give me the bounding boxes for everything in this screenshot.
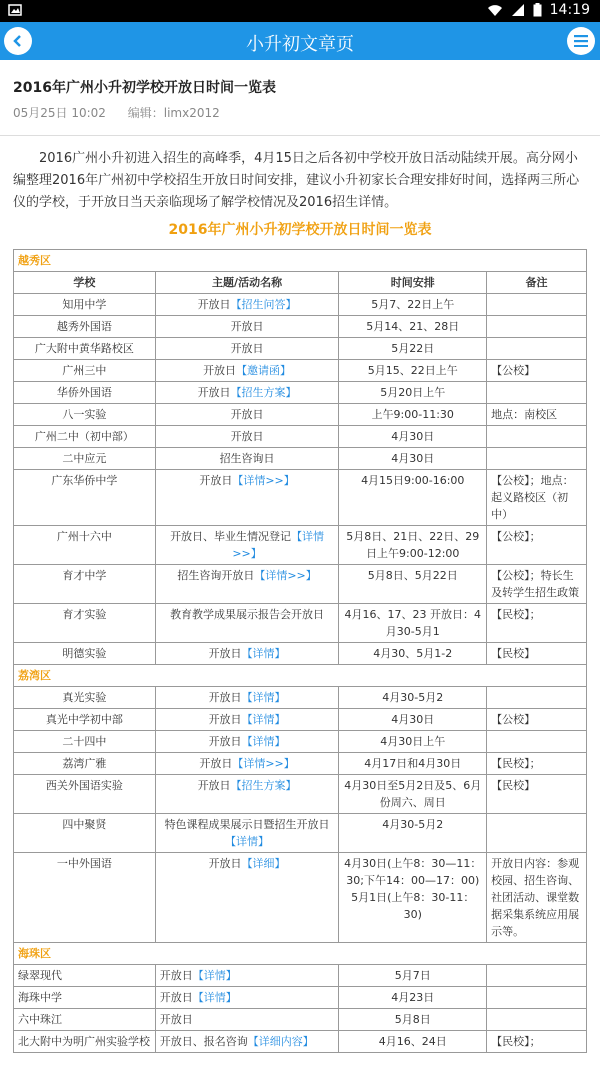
- district-heading: 越秀区: [14, 250, 587, 272]
- topic-text: 开放日、毕业生情况登记: [170, 530, 292, 543]
- school-cell: 四中聚贤: [14, 814, 156, 853]
- topic-text: 开放日: [230, 408, 264, 421]
- table-row: [14, 526, 587, 565]
- detail-link[interactable]: 【详情】: [225, 835, 270, 848]
- detail-link[interactable]: 【详情】: [241, 713, 286, 726]
- detail-link[interactable]: 【详情】: [192, 969, 237, 982]
- divider: [0, 135, 600, 136]
- district-heading: 荔湾区: [14, 665, 587, 687]
- detail-link[interactable]: 【详情】: [241, 735, 286, 748]
- topic-text: 招生咨询开放日: [177, 569, 255, 582]
- topic-cell: [155, 448, 339, 470]
- note-cell: 地点：南校区: [487, 404, 587, 426]
- article-meta: [13, 104, 238, 121]
- note-cell: [487, 814, 587, 853]
- time-cell: 4月30、5月1-2: [339, 643, 487, 665]
- school-cell: 真光实验: [14, 687, 156, 709]
- detail-link[interactable]: 【招生方案】: [230, 386, 297, 399]
- article-editor: 编辑：limx2012: [127, 106, 220, 120]
- note-cell: [487, 987, 587, 1009]
- time-cell: 5月7日: [339, 965, 487, 987]
- note-cell: [487, 382, 587, 404]
- topic-cell: [155, 360, 339, 382]
- table-row: [14, 965, 587, 987]
- detail-link[interactable]: 【邀请函】: [236, 364, 292, 377]
- topic-cell: [155, 775, 339, 814]
- time-cell: 4月15日9:00-16:00: [339, 470, 487, 526]
- table-row: [14, 382, 587, 404]
- detail-link[interactable]: 【招生问答】: [230, 298, 297, 311]
- topic-cell: [155, 687, 339, 709]
- table-title: 2016年广州小升初学校开放日时间一览表: [168, 222, 432, 238]
- schedule-table: [13, 249, 587, 1053]
- column-header: 备注: [487, 272, 587, 294]
- table-row: [14, 987, 587, 1009]
- time-cell: 4月30日(上午8：30—11：30;下午14：00—17：00) 5月1日(上午8：30-11：30): [339, 853, 487, 943]
- topic-cell: [155, 853, 339, 943]
- note-cell: [487, 426, 587, 448]
- note-cell: 【公校】；特长生及转学生招生政策: [487, 565, 587, 604]
- school-cell: 西关外国语实验: [14, 775, 156, 814]
- school-cell: 六中珠江: [14, 1009, 156, 1031]
- note-cell: [487, 1009, 587, 1031]
- table-row: [14, 360, 587, 382]
- topic-cell: [155, 404, 339, 426]
- school-cell: 一中外国语: [14, 853, 156, 943]
- school-cell: 二中应元: [14, 448, 156, 470]
- time-cell: 5月7、22日上午: [339, 294, 487, 316]
- school-cell: 广州二中（初中部）: [14, 426, 156, 448]
- topic-text: 特色课程成果展示日暨招生开放日: [164, 818, 330, 831]
- topic-text: 开放日: [208, 857, 242, 870]
- topic-text: 开放日: [230, 430, 264, 443]
- column-header: 学校: [14, 272, 156, 294]
- school-cell: 荔湾广雅: [14, 753, 156, 775]
- topic-cell: [155, 426, 339, 448]
- table-row: [14, 338, 587, 360]
- school-cell: 华侨外国语: [14, 382, 156, 404]
- topic-text: 开放日、报名咨询: [159, 1035, 248, 1048]
- topic-text: 招生咨询日: [219, 452, 275, 465]
- note-cell: 【公校】；: [487, 526, 587, 565]
- article-date: 05月25日 10:02: [13, 106, 106, 120]
- topic-cell: [155, 526, 339, 565]
- school-cell: 明德实验: [14, 643, 156, 665]
- status-time: 14:19: [549, 2, 590, 18]
- school-cell: 育才中学: [14, 565, 156, 604]
- topic-cell: [155, 643, 339, 665]
- time-cell: 5月20日上午: [339, 382, 487, 404]
- table-section-row: [14, 665, 587, 687]
- topic-cell: [155, 470, 339, 526]
- time-cell: 5月8日、21日、22日、29日上午9:00-12:00: [339, 526, 487, 565]
- note-cell: 【民校】: [487, 643, 587, 665]
- wifi-icon: [487, 3, 503, 17]
- menu-button[interactable]: [567, 27, 595, 55]
- topic-cell: [155, 565, 339, 604]
- table-row: [14, 853, 587, 943]
- note-cell: 开放日内容：参观校园、招生咨询、社团活动、课堂数据采集系统应用展示等。: [487, 853, 587, 943]
- table-row: [14, 604, 587, 643]
- note-cell: [487, 338, 587, 360]
- time-cell: 5月15、22日上午: [339, 360, 487, 382]
- detail-link[interactable]: 【详情】: [241, 647, 286, 660]
- topic-cell: [155, 1031, 339, 1053]
- topic-text: 开放日: [159, 969, 193, 982]
- note-cell: 【民校】: [487, 775, 587, 814]
- topic-text: 开放日: [203, 364, 237, 377]
- time-cell: 4月30-5月2: [339, 814, 487, 853]
- topic-text: 开放日: [159, 991, 193, 1004]
- table-row: [14, 814, 587, 853]
- note-cell: 【公校】: [487, 709, 587, 731]
- note-cell: [487, 965, 587, 987]
- topic-text: 开放日: [197, 386, 231, 399]
- detail-link[interactable]: 【详细内容】: [247, 1035, 314, 1048]
- app-bar: [0, 22, 600, 60]
- table-row: [14, 316, 587, 338]
- school-cell: 广东华侨中学: [14, 470, 156, 526]
- time-cell: 4月30日: [339, 709, 487, 731]
- detail-link[interactable]: 【招生方案】: [230, 779, 297, 792]
- school-cell: 越秀外国语: [14, 316, 156, 338]
- school-cell: 真光中学初中部: [14, 709, 156, 731]
- article-title: 2016年广州小升初学校开放日时间一览表: [13, 80, 276, 96]
- topic-text: 开放日: [208, 713, 242, 726]
- school-cell: 广大附中黄华路校区: [14, 338, 156, 360]
- topic-text: 开放日: [197, 779, 231, 792]
- school-cell: 育才实验: [14, 604, 156, 643]
- note-cell: [487, 316, 587, 338]
- article-content[interactable]: [0, 60, 600, 1067]
- table-row: [14, 1009, 587, 1031]
- district-heading: 海珠区: [14, 943, 587, 965]
- detail-link[interactable]: 【详情>>】: [232, 757, 295, 770]
- topic-cell: [155, 382, 339, 404]
- time-cell: 4月30日上午: [339, 731, 487, 753]
- table-row: [14, 470, 587, 526]
- detail-link[interactable]: 【详细】: [241, 857, 286, 870]
- topic-cell: [155, 604, 339, 643]
- topic-cell: [155, 316, 339, 338]
- table-row: [14, 426, 587, 448]
- time-cell: 5月8日: [339, 1009, 487, 1031]
- time-cell: 5月8日、5月22日: [339, 565, 487, 604]
- time-cell: 5月14、21、28日: [339, 316, 487, 338]
- topic-cell: [155, 965, 339, 987]
- time-cell: 4月16、17、23 开放日：4月30-5月1: [339, 604, 487, 643]
- time-cell: 4月30-5月2: [339, 687, 487, 709]
- topic-text: 教育教学成果展示报告会开放日: [170, 608, 325, 621]
- note-cell: 【民校】；: [487, 1031, 587, 1053]
- table-row: [14, 775, 587, 814]
- time-cell: 4月30日: [339, 448, 487, 470]
- table-row: [14, 294, 587, 316]
- time-cell: 4月16、24日: [339, 1031, 487, 1053]
- note-cell: 【公校】；地点：起义路校区（初中）: [487, 470, 587, 526]
- topic-text: 开放日: [230, 342, 264, 355]
- status-bar: [0, 0, 600, 22]
- note-cell: [487, 731, 587, 753]
- time-cell: 5月22日: [339, 338, 487, 360]
- topic-cell: [155, 987, 339, 1009]
- topic-cell: [155, 814, 339, 853]
- topic-cell: [155, 709, 339, 731]
- column-header: 主题/活动名称: [155, 272, 339, 294]
- table-row: [14, 709, 587, 731]
- menu-icon: [574, 35, 588, 47]
- note-cell: 【公校】: [487, 360, 587, 382]
- school-cell: 二十四中: [14, 731, 156, 753]
- topic-cell: [155, 731, 339, 753]
- notification-image-icon: [8, 3, 22, 17]
- time-cell: 4月23日: [339, 987, 487, 1009]
- school-cell: 海珠中学: [14, 987, 156, 1009]
- detail-link[interactable]: 【详情>>】: [232, 474, 295, 487]
- table-row: [14, 448, 587, 470]
- table-row: [14, 643, 587, 665]
- school-cell: 绿翠现代: [14, 965, 156, 987]
- topic-cell: [155, 294, 339, 316]
- detail-link[interactable]: 【详情>>】: [232, 530, 325, 560]
- time-cell: 上午9:00-11:30: [339, 404, 487, 426]
- column-header: 时间安排: [339, 272, 487, 294]
- schedule-table-body: [14, 250, 587, 1053]
- topic-text: 开放日: [159, 1013, 193, 1026]
- topic-text: 开放日: [199, 474, 233, 487]
- note-cell: [487, 294, 587, 316]
- topic-cell: [155, 338, 339, 360]
- article-paragraph: 2016广州小升初进入招生的高峰季，4月15日之后各初中学校开放日活动陆续开展。高分网小编整理2016年广州初中学校招生开放日时间安排，建议小升初家长合理安排好时间，选择两三所心仪的学校，于开放日当天亲临现场了解学校情况及2016招生详情。: [13, 151, 580, 210]
- time-cell: 4月30日至5月2日及5、6月份周六、周日: [339, 775, 487, 814]
- topic-text: 开放日: [199, 757, 233, 770]
- school-cell: 广州三中: [14, 360, 156, 382]
- table-row: [14, 404, 587, 426]
- page-title: 小升初文章页: [246, 34, 354, 55]
- table-section-row: [14, 943, 587, 965]
- detail-link[interactable]: 【详情>>】: [254, 569, 317, 582]
- detail-link[interactable]: 【详情】: [241, 691, 286, 704]
- time-cell: 4月30日: [339, 426, 487, 448]
- table-row: [14, 753, 587, 775]
- note-cell: 【民校】；: [487, 604, 587, 643]
- signal-icon: [511, 3, 525, 17]
- table-row: [14, 687, 587, 709]
- table-row: [14, 731, 587, 753]
- battery-icon: [533, 3, 542, 17]
- time-cell: 4月17日和4月30日: [339, 753, 487, 775]
- note-cell: [487, 687, 587, 709]
- topic-text: 开放日: [197, 298, 231, 311]
- table-row: [14, 1031, 587, 1053]
- school-cell: 知用中学: [14, 294, 156, 316]
- note-cell: 【民校】；: [487, 753, 587, 775]
- table-section-row: [14, 250, 587, 272]
- topic-text: 开放日: [208, 647, 242, 660]
- note-cell: [487, 448, 587, 470]
- table-row: [14, 565, 587, 604]
- school-cell: 广州十六中: [14, 526, 156, 565]
- topic-text: 开放日: [208, 691, 242, 704]
- topic-text: 开放日: [230, 320, 264, 333]
- topic-cell: [155, 753, 339, 775]
- detail-link[interactable]: 【详情】: [192, 991, 237, 1004]
- school-cell: 八一实验: [14, 404, 156, 426]
- table-header-row: [14, 272, 587, 294]
- school-cell: 北大附中为明广州实验学校: [14, 1031, 156, 1053]
- topic-cell: [155, 1009, 339, 1031]
- topic-text: 开放日: [208, 735, 242, 748]
